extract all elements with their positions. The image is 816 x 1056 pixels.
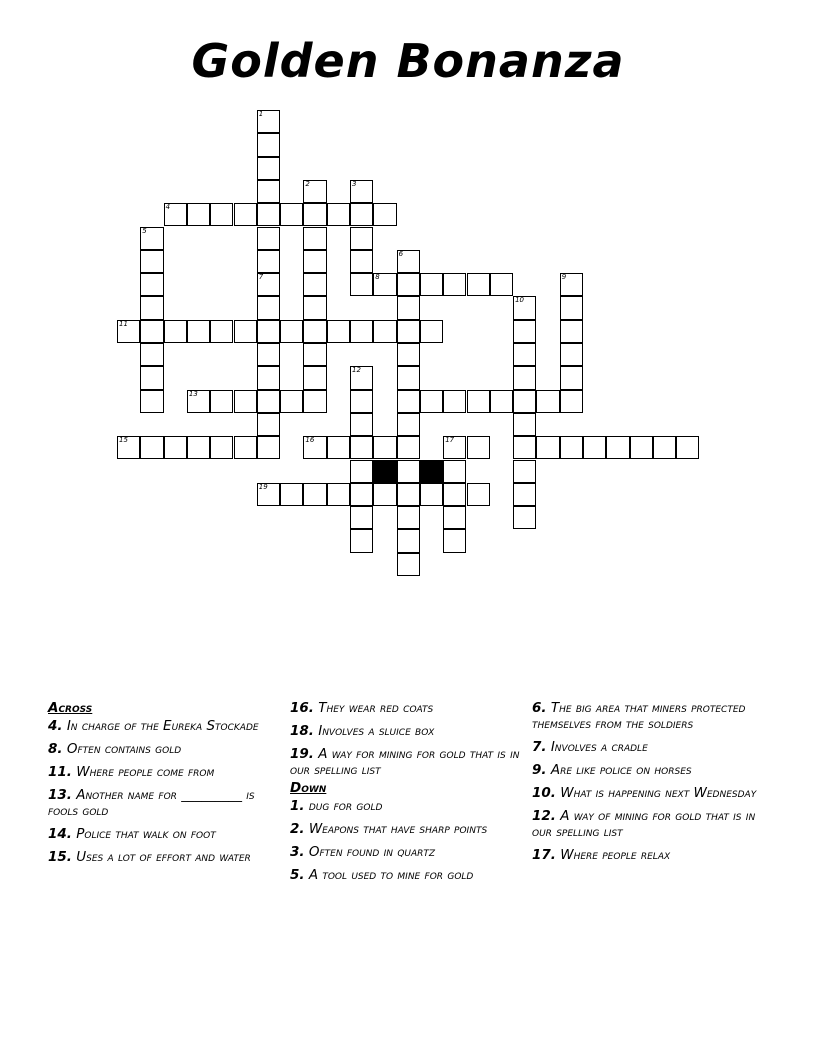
crossword-cell[interactable] — [303, 296, 326, 319]
crossword-cell[interactable] — [210, 436, 233, 459]
crossword-cell[interactable] — [303, 273, 326, 296]
clue-down-17: 17. Where people relax — [532, 847, 671, 863]
crossword-cell[interactable] — [140, 273, 163, 296]
crossword-cell[interactable] — [257, 227, 280, 250]
crossword-cell[interactable] — [350, 436, 373, 459]
crossword-cell[interactable] — [257, 390, 280, 413]
crossword-cell[interactable] — [467, 483, 490, 506]
crossword-cell[interactable] — [420, 483, 443, 506]
crossword-cell[interactable] — [397, 366, 420, 389]
crossword-cell[interactable] — [350, 250, 373, 273]
crossword-cell[interactable] — [140, 320, 163, 343]
crossword-cell[interactable] — [257, 366, 280, 389]
crossword-cell[interactable] — [234, 390, 257, 413]
clue-number: 3 — [352, 179, 357, 188]
crossword-cell[interactable] — [373, 320, 396, 343]
clue-number: 2 — [305, 179, 310, 188]
crossword-cell[interactable] — [397, 250, 420, 273]
crossword-cell[interactable] — [560, 390, 583, 413]
crossword-cell[interactable] — [140, 436, 163, 459]
crossword-cell[interactable] — [513, 460, 536, 483]
crossword-cell[interactable] — [303, 320, 326, 343]
crossword-cell[interactable] — [560, 343, 583, 366]
crossword-cell[interactable] — [257, 343, 280, 366]
crossword-cell[interactable] — [443, 390, 466, 413]
crossword-cell[interactable] — [397, 343, 420, 366]
clue-number: 6 — [398, 249, 404, 258]
crossword-cell[interactable] — [280, 483, 303, 506]
puzzle-title: Golden Bonanza — [191, 34, 625, 88]
crossword-cell[interactable] — [210, 390, 233, 413]
crossword-cell[interactable] — [397, 413, 420, 436]
clue-number: 13 — [188, 389, 198, 398]
clue-across-16: 16. They wear red coats — [290, 700, 434, 716]
clue-down-3: 3. Often found in quartz — [290, 844, 436, 860]
crossword-cell[interactable] — [303, 227, 326, 250]
crossword-cell[interactable] — [257, 436, 280, 459]
crossword-cell[interactable] — [350, 390, 373, 413]
crossword-cell[interactable] — [397, 483, 420, 506]
crossword-cell[interactable] — [257, 133, 280, 156]
crossword-cell[interactable] — [350, 413, 373, 436]
crossword-cell[interactable] — [373, 273, 396, 296]
crossword-cell[interactable] — [513, 343, 536, 366]
crossword-cell[interactable] — [513, 320, 536, 343]
crossword-cell[interactable] — [443, 529, 466, 552]
across-heading: Across — [48, 700, 93, 716]
crossword-cell[interactable] — [513, 436, 536, 459]
clue-column-3 — [532, 700, 772, 870]
crossword-cell[interactable] — [560, 273, 583, 296]
crossword-cell[interactable] — [140, 390, 163, 413]
clue-down-9: 9. Are like police on horses — [532, 762, 692, 778]
crossword-cell[interactable] — [467, 436, 490, 459]
crossword-cell[interactable] — [350, 366, 373, 389]
crossword-cell[interactable] — [536, 436, 559, 459]
crossword-cell[interactable] — [513, 296, 536, 319]
black-square — [420, 460, 443, 483]
crossword-cell[interactable] — [583, 436, 606, 459]
crossword-cell[interactable] — [513, 390, 536, 413]
crossword-cell[interactable] — [350, 529, 373, 552]
crossword-cell[interactable] — [303, 390, 326, 413]
clue-down-2: 2. Weapons that have sharp points — [290, 821, 488, 837]
crossword-cell[interactable] — [350, 227, 373, 250]
clue-down-10: 10. What is happening next Wednesday — [532, 785, 757, 801]
crossword-cell[interactable] — [234, 203, 257, 226]
clue-number: 1 — [258, 110, 264, 118]
crossword-cell[interactable] — [443, 460, 466, 483]
crossword-cell[interactable] — [443, 273, 466, 296]
clue-down-1: 1. dug for gold — [290, 798, 383, 814]
crossword-cell[interactable] — [653, 436, 676, 459]
crossword-cell[interactable] — [187, 390, 210, 413]
crossword-cell[interactable] — [327, 320, 350, 343]
clue-number: 12 — [352, 366, 361, 375]
clue-number: 19 — [258, 482, 268, 491]
crossword-cell[interactable] — [606, 436, 629, 459]
down-heading: Down — [290, 780, 327, 796]
crossword-cell[interactable] — [350, 273, 373, 296]
crossword-cell[interactable] — [513, 413, 536, 436]
crossword-cell[interactable] — [350, 506, 373, 529]
crossword-cell[interactable] — [513, 483, 536, 506]
crossword-cell[interactable] — [397, 320, 420, 343]
crossword-cell[interactable] — [257, 296, 280, 319]
crossword-cell[interactable] — [397, 506, 420, 529]
crossword-cell[interactable] — [630, 436, 653, 459]
crossword-cell[interactable] — [257, 250, 280, 273]
crossword-cell[interactable] — [257, 157, 280, 180]
clue-number: 11 — [119, 319, 128, 328]
crossword-cell[interactable] — [257, 483, 280, 506]
crossword-cell[interactable] — [257, 413, 280, 436]
crossword-cell[interactable] — [164, 436, 187, 459]
crossword-cell[interactable] — [420, 320, 443, 343]
crossword-cell[interactable] — [350, 320, 373, 343]
clue-number: 5 — [142, 226, 147, 235]
crossword-cell[interactable] — [676, 436, 699, 459]
crossword-cell[interactable] — [303, 250, 326, 273]
crossword-cell[interactable] — [536, 390, 559, 413]
crossword-cell[interactable] — [373, 483, 396, 506]
crossword-cell[interactable] — [397, 273, 420, 296]
clue-number: 7 — [258, 273, 264, 282]
crossword-cell[interactable] — [560, 366, 583, 389]
crossword-cell[interactable] — [257, 203, 280, 226]
crossword-cell[interactable] — [140, 366, 163, 389]
crossword-cell[interactable] — [117, 320, 140, 343]
crossword-cell[interactable] — [280, 320, 303, 343]
crossword-cell[interactable] — [513, 506, 536, 529]
crossword-cell[interactable] — [257, 110, 280, 133]
crossword-cell[interactable] — [397, 390, 420, 413]
crossword-cell[interactable] — [420, 273, 443, 296]
crossword-cell[interactable] — [350, 460, 373, 483]
crossword-cell[interactable] — [234, 436, 257, 459]
clue-number: 8 — [375, 273, 380, 282]
black-square — [373, 460, 396, 483]
crossword-cell[interactable] — [210, 320, 233, 343]
crossword-cell[interactable] — [303, 203, 326, 226]
crossword-cell[interactable] — [140, 227, 163, 250]
crossword-cell[interactable] — [490, 273, 513, 296]
crossword-cell[interactable] — [140, 250, 163, 273]
clue-number: 16 — [305, 436, 315, 445]
clue-down-12: 12. A way of mining for gold that is in our spelling list — [532, 808, 756, 840]
clue-number: 17 — [445, 436, 455, 445]
crossword-cell[interactable] — [397, 436, 420, 459]
crossword-cell[interactable] — [280, 390, 303, 413]
crossword-cell[interactable] — [210, 203, 233, 226]
clue-across-14: 14. Police that walk on foot — [48, 826, 216, 842]
crossword-cell[interactable] — [560, 436, 583, 459]
clue-down-7: 7. Involves a cradle — [532, 739, 648, 755]
crossword-cell[interactable] — [397, 460, 420, 483]
clue-across-15: 15. Uses a lot of effort and water — [48, 849, 251, 865]
clue-across-13: 13. Another name for _________ is fools gold — [48, 787, 255, 819]
crossword-cell[interactable] — [234, 320, 257, 343]
crossword-cell[interactable] — [303, 483, 326, 506]
crossword-cell[interactable] — [420, 390, 443, 413]
crossword-cell[interactable] — [560, 296, 583, 319]
crossword-cell[interactable] — [373, 436, 396, 459]
crossword-cell[interactable] — [443, 506, 466, 529]
crossword-cell[interactable] — [303, 180, 326, 203]
crossword-cell[interactable] — [443, 483, 466, 506]
clue-across-19: 19. A way for mining for gold that is in our spelling list — [290, 746, 520, 778]
crossword-cell[interactable] — [350, 180, 373, 203]
crossword-cell[interactable] — [373, 203, 396, 226]
crossword-cell[interactable] — [257, 320, 280, 343]
crossword-cell[interactable] — [303, 366, 326, 389]
clue-across-18: 18. Involves a sluice box — [290, 723, 435, 739]
crossword-cell[interactable] — [140, 343, 163, 366]
crossword-cell[interactable] — [490, 390, 513, 413]
clue-number: 10 — [515, 296, 525, 305]
crossword-cell[interactable] — [187, 203, 210, 226]
crossword-cell[interactable] — [350, 483, 373, 506]
crossword-cell[interactable] — [443, 436, 466, 459]
crossword-cell[interactable] — [257, 180, 280, 203]
crossword-cell[interactable] — [257, 273, 280, 296]
clue-across-11: 11. Where people come from — [48, 764, 215, 780]
crossword-cell[interactable] — [117, 436, 140, 459]
crossword-cell[interactable] — [140, 296, 163, 319]
crossword-cell[interactable] — [397, 529, 420, 552]
crossword-cell[interactable] — [397, 296, 420, 319]
crossword-cell[interactable] — [350, 203, 373, 226]
crossword-cell[interactable] — [280, 203, 303, 226]
clue-down-6: 6. The big area that miners protected themselves from the soldiers — [532, 700, 746, 732]
crossword-cell[interactable] — [513, 366, 536, 389]
clue-number: 9 — [561, 273, 567, 282]
crossword-cell[interactable] — [467, 273, 490, 296]
crossword-cell[interactable] — [303, 436, 326, 459]
crossword-cell[interactable] — [327, 483, 350, 506]
crossword-cell[interactable] — [187, 436, 210, 459]
clue-column-2 — [290, 700, 525, 890]
clue-across-4: 4. In charge of the Eureka Stockade — [48, 718, 259, 734]
crossword-cell[interactable] — [467, 390, 490, 413]
clue-down-5: 5. A tool used to mine for gold — [290, 867, 474, 883]
clue-across-8: 8. Often contains gold — [48, 741, 182, 757]
crossword-cell[interactable] — [327, 436, 350, 459]
crossword-cell[interactable] — [164, 320, 187, 343]
clue-number: 15 — [119, 436, 128, 445]
crossword-cell[interactable] — [397, 553, 420, 576]
crossword-cell[interactable] — [303, 343, 326, 366]
crossword-cell[interactable] — [327, 203, 350, 226]
crossword-cell[interactable] — [560, 320, 583, 343]
clue-column-1 — [48, 700, 273, 872]
clue-number: 4 — [165, 203, 171, 212]
crossword-cell[interactable] — [187, 320, 210, 343]
crossword-cell[interactable] — [164, 203, 187, 226]
